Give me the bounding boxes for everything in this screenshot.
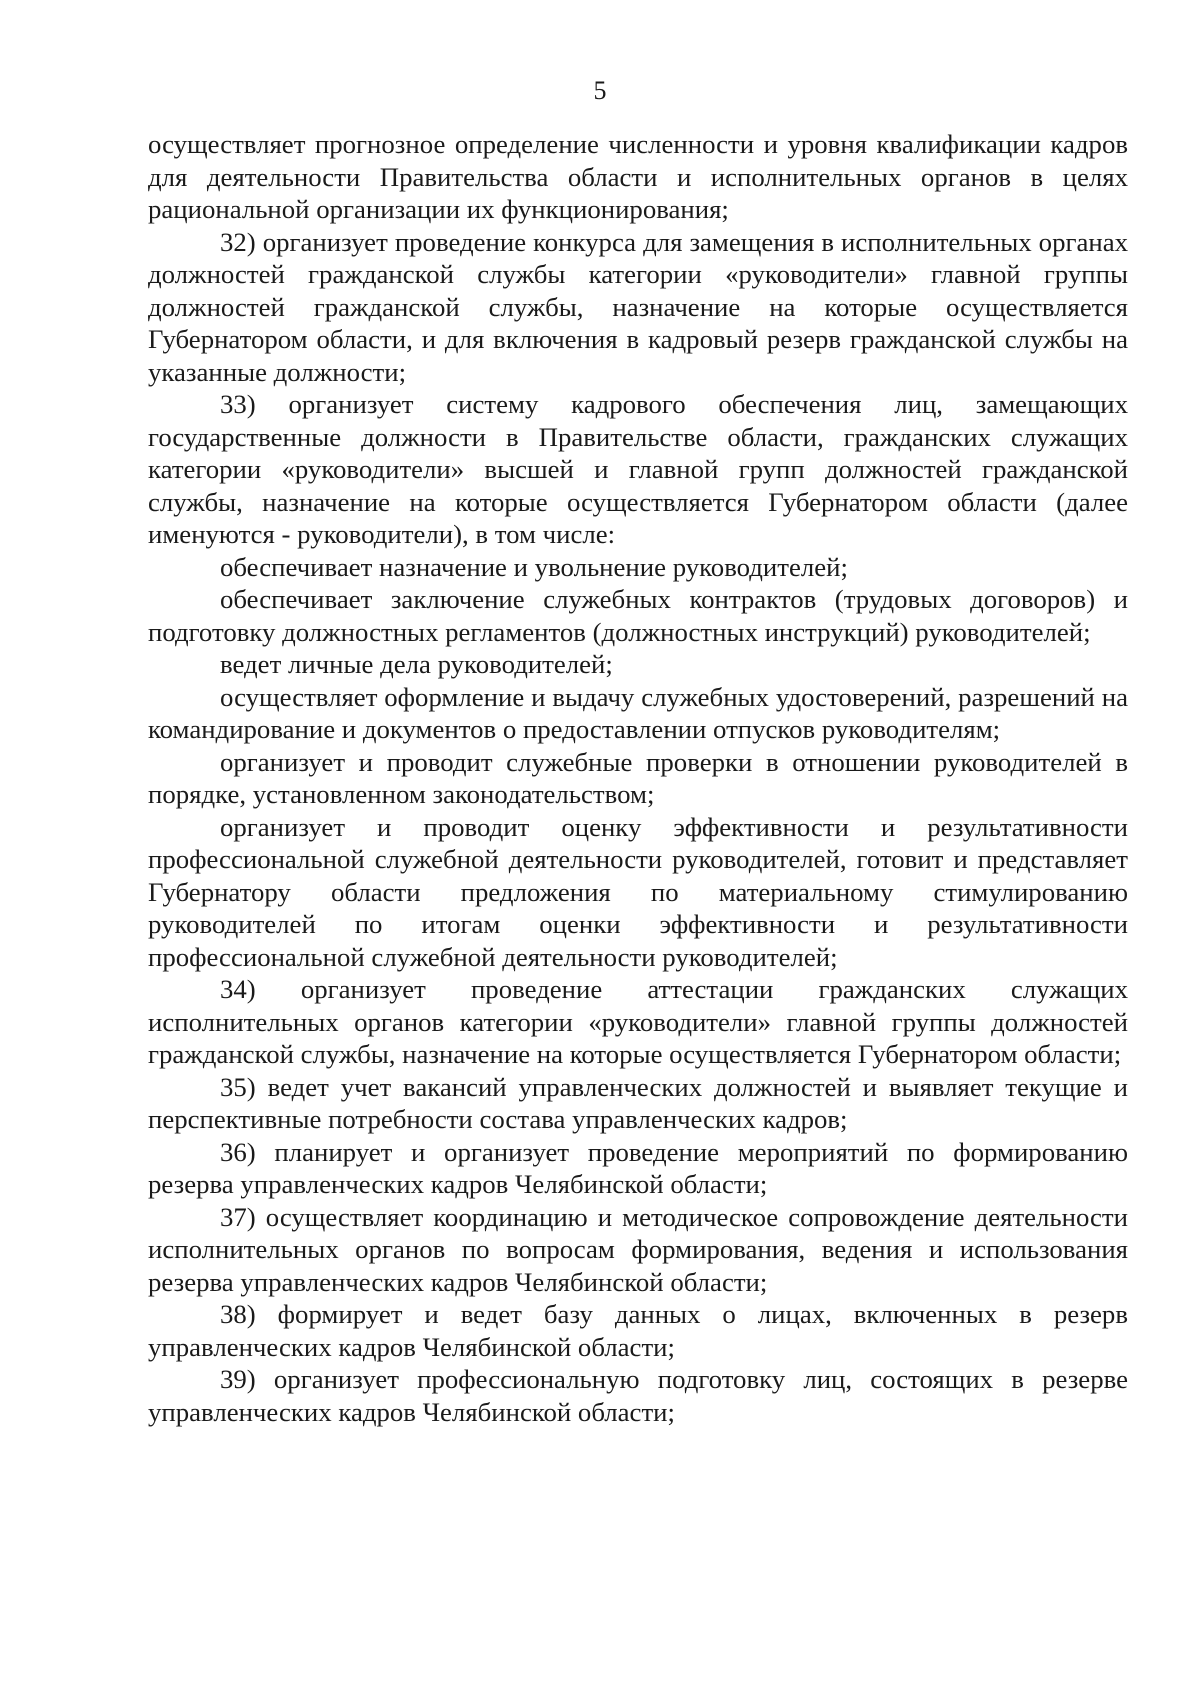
paragraph-sub-contracts: обеспечивает заключение служебных контрактов (трудовых договоров) и подготовку должностных регламентов (должностных инструкций) руководителей; [148, 584, 1128, 647]
paragraph-item-32: 32) организует проведение конкурса для замещения в исполнительных органах должностей гражданской службы категории «руководители» главной группы должностей гражданской службы, назначение на которые осуществляется Губернатором области, и для включения в кадровый резерв гражданской службы на указанные должности; [148, 226, 1128, 387]
paragraph-sub-inspections: организует и проводит служебные проверки в отношении руководителей в порядке, установленном законодательством; [148, 746, 1128, 809]
paragraph-item-39: 39) организует профессиональную подготовку лиц, состоящих в резерве управленческих кадров Челябинской области; [148, 1364, 1128, 1427]
paragraph-sub-evaluation: организует и проводит оценку эффективности и результативности профессиональной служебной деятельности руководителей, готовит и представляет Губернатору области предложения по материальному стимулированию руководителей по итогам оценки эффективности и результативности профессиональной служебной деятельности руководителей; [148, 811, 1128, 972]
paragraph-item-37: 37) осуществляет координацию и методическое сопровождение деятельности исполнительных органов по вопросам формирования, ведения и использования резерва управленческих кадров Челябинской области; [148, 1201, 1128, 1297]
paragraph-sub-appointment: обеспечивает назначение и увольнение руководителей; [220, 551, 848, 582]
document-body [148, 128, 1128, 1428]
paragraph-sub-certificates: осуществляет оформление и выдачу служебных удостоверений, разрешений на командирование и документов о предоставлении отпусков руководителям; [148, 681, 1128, 744]
paragraph-continuation: осуществляет прогнозное определение численности и уровня квалификации кадров для деятельности Правительства области и исполнительных органов в целях рациональной организации их функционирования; [148, 129, 1128, 224]
paragraph-item-35: 35) ведет учет вакансий управленческих должностей и выявляет текущие и перспективные потребности состава управленческих кадров; [148, 1071, 1128, 1134]
paragraph-item-34: 34) организует проведение аттестации гражданских служащих исполнительных органов категории «руководители» главной группы должностей гражданской службы, назначение на которые осуществляется Губернатором области; [148, 974, 1128, 1069]
page-number: 5 [593, 76, 607, 105]
paragraph-item-33: 33) организует систему кадрового обеспечения лиц, замещающих государственные должности в Правительстве области, гражданских служащих категории «руководители» высшей и главной групп должностей гражданской службы, назначение на которые осуществляется Губернатором области (далее именуются - руководители), в том числе: [148, 389, 1128, 549]
paragraph-item-36: 36) планирует и организует проведение мероприятий по формированию резерва управленческих кадров Челябинской области; [148, 1136, 1128, 1199]
paragraph-item-38: 38) формирует и ведет базу данных о лицах, включенных в резерв управленческих кадров Челябинской области; [148, 1299, 1128, 1362]
paragraph-sub-personal-files: ведет личные дела руководителей; [220, 649, 613, 679]
